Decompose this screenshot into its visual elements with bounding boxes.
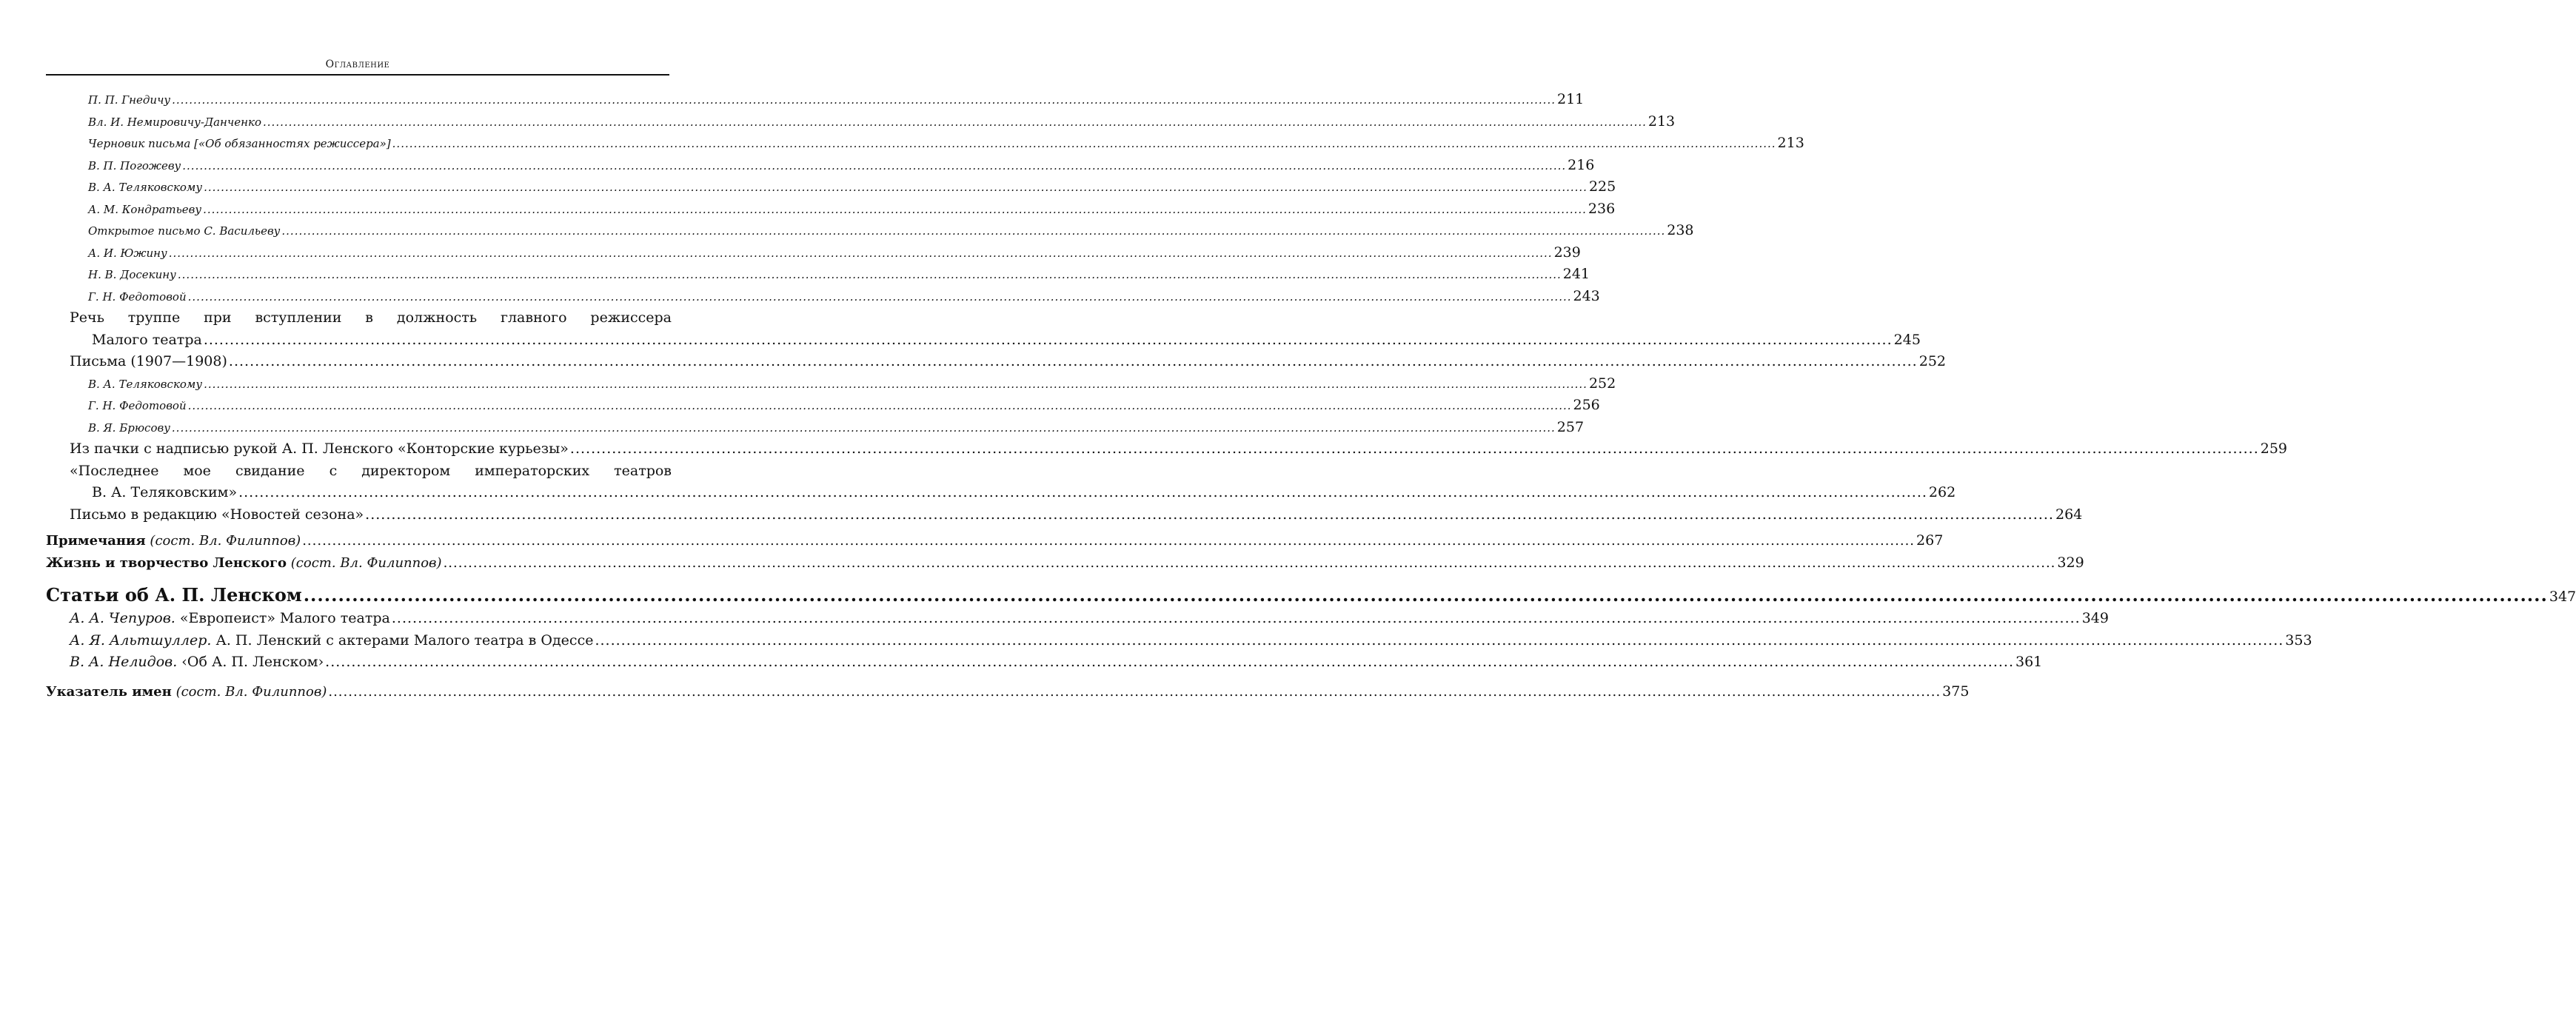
toc-entry-page: 236 bbox=[1588, 200, 1616, 217]
toc-entry-title: Г. Н. Федотовой bbox=[88, 399, 187, 412]
toc-entry-title: Открытое письмо С. Васильеву bbox=[88, 224, 281, 238]
toc-entry[interactable] bbox=[46, 438, 2288, 460]
toc-entry-page: 349 bbox=[2081, 610, 2109, 626]
toc-entry-last-meeting-line1[interactable]: «Последнее мое свидание с директором императорских театров bbox=[70, 462, 672, 479]
toc-entry-title: Письма (1907—1908) bbox=[70, 353, 227, 369]
dot-leader bbox=[188, 395, 1572, 418]
toc-entry-title: Г. Н. Федотовой bbox=[88, 289, 187, 304]
dot-leader bbox=[263, 112, 1647, 134]
toc-entry[interactable] bbox=[46, 133, 1804, 155]
toc-entry[interactable] bbox=[46, 395, 1600, 417]
toc-entry[interactable] bbox=[46, 198, 1616, 221]
toc-entry-page: 225 bbox=[1588, 178, 1616, 195]
dot-leader bbox=[204, 374, 1588, 396]
toc-entry-page: 257 bbox=[1556, 418, 1585, 435]
toc-entry-title: Черновик письма [«Об обязанностях режиссера»] bbox=[88, 137, 391, 150]
toc-entry[interactable] bbox=[46, 264, 1590, 286]
toc-entry-page: 213 bbox=[1777, 135, 1804, 151]
dot-leader bbox=[182, 155, 1566, 178]
toc-entry[interactable] bbox=[46, 220, 1694, 242]
dot-leader bbox=[304, 583, 2548, 608]
toc-entry-title bbox=[46, 552, 442, 574]
toc-entry-italic: (сост. Вл. Филиппов) bbox=[150, 533, 301, 549]
dot-leader bbox=[570, 438, 2259, 460]
toc-entry-page: 256 bbox=[1573, 397, 1600, 413]
table-of-contents bbox=[46, 89, 2576, 703]
toc-entry-title bbox=[46, 681, 327, 703]
dot-leader bbox=[172, 90, 1556, 112]
toc-entry[interactable] bbox=[46, 176, 1616, 198]
toc-entry-life[interactable] bbox=[46, 552, 2084, 574]
dot-leader bbox=[169, 243, 1553, 265]
toc-entry-page: 213 bbox=[1647, 113, 1676, 130]
dot-leader bbox=[203, 199, 1587, 221]
toc-entry-article-title: А. П. Ленский с актерами Малого театра в Одессе bbox=[215, 631, 594, 649]
toc-entry-title: В. А. Теляковскому bbox=[88, 181, 203, 194]
dot-leader bbox=[204, 177, 1588, 199]
running-header bbox=[46, 58, 669, 70]
toc-entry-page: 361 bbox=[2015, 654, 2043, 670]
toc-entry-bold: Примечания bbox=[46, 533, 146, 549]
dot-leader bbox=[188, 287, 1572, 309]
toc-entry[interactable] bbox=[46, 373, 1616, 395]
toc-entry-title: Малого театра bbox=[92, 331, 202, 348]
toc-entry-title bbox=[70, 630, 593, 652]
toc-entry[interactable] bbox=[46, 417, 1585, 439]
toc-entry-title: В. Я. Брюсову bbox=[88, 420, 170, 435]
toc-entry-page: 347 bbox=[2549, 589, 2576, 605]
toc-entry[interactable] bbox=[46, 242, 1581, 264]
toc-entry-page: 329 bbox=[2057, 554, 2084, 571]
toc-entry-title bbox=[70, 651, 324, 674]
toc-entry-title bbox=[70, 608, 390, 630]
toc-entry-page: 252 bbox=[1918, 353, 1946, 369]
toc-entry[interactable] bbox=[46, 286, 1600, 308]
dot-leader bbox=[178, 264, 1562, 287]
toc-entry-page: 375 bbox=[1942, 683, 1970, 700]
toc-entry[interactable] bbox=[46, 89, 1585, 111]
dot-leader bbox=[328, 681, 1941, 703]
toc-entry-article-title: ‹Об А. П. Ленском› bbox=[181, 654, 324, 670]
toc-entry-italic: (сост. Вл. Филиппов) bbox=[290, 554, 442, 571]
dot-leader bbox=[595, 630, 2284, 652]
toc-entry-page: 353 bbox=[2285, 631, 2312, 649]
toc-entry-article-title: «Европеист» Малого театра bbox=[179, 610, 390, 626]
dot-leader bbox=[444, 552, 2056, 574]
toc-entry-page: 252 bbox=[1588, 375, 1616, 392]
dot-leader bbox=[204, 329, 1893, 352]
toc-entry[interactable] bbox=[46, 155, 1595, 177]
toc-entry[interactable] bbox=[46, 482, 1956, 504]
toc-entry-author: А. А. Чепуров. bbox=[70, 610, 175, 626]
toc-entry-author: В. А. Нелидов. bbox=[70, 654, 178, 670]
toc-entry-page: 239 bbox=[1553, 244, 1581, 261]
toc-entry-page: 245 bbox=[1893, 331, 1921, 348]
toc-entry-title: Вл. И. Немировичу-Данченко bbox=[88, 115, 262, 129]
toc-entry-page: 264 bbox=[2055, 506, 2083, 523]
dot-leader bbox=[238, 482, 1927, 504]
toc-entry-speech-line1[interactable]: Речь труппе при вступлении в должность главного режиссера bbox=[70, 309, 672, 326]
toc-entry[interactable] bbox=[46, 111, 1676, 133]
dot-leader bbox=[392, 608, 2081, 630]
toc-entry-author: А. Я. Альтшуллер. bbox=[70, 631, 212, 649]
dot-leader bbox=[325, 651, 2014, 674]
toc-entry-title bbox=[46, 530, 301, 552]
toc-entry-title: Из пачки с надписью рукой А. П. Ленского «Конторские курьезы» bbox=[70, 440, 569, 457]
toc-entry-page: 267 bbox=[1916, 532, 1944, 549]
dot-leader bbox=[302, 530, 1915, 552]
toc-entry-title: В. А. Теляковскому bbox=[88, 377, 203, 391]
toc-entry[interactable] bbox=[46, 608, 2109, 630]
toc-entry-title: А. М. Кондратьеву bbox=[88, 202, 202, 216]
toc-entry-page: 243 bbox=[1573, 287, 1600, 304]
toc-entry-page: 259 bbox=[2260, 440, 2288, 457]
toc-entry[interactable] bbox=[46, 351, 1946, 373]
toc-entry-title: В. П. Погожеву bbox=[88, 158, 181, 172]
dot-leader bbox=[281, 221, 1665, 243]
toc-entry-page: 211 bbox=[1556, 91, 1585, 107]
toc-entry-title: Письмо в редакцию «Новостей сезона» bbox=[70, 506, 364, 523]
toc-section-title: Статьи об А. П. Ленском bbox=[46, 584, 302, 606]
toc-entry-page: 216 bbox=[1568, 156, 1595, 173]
dot-leader bbox=[392, 133, 1776, 155]
toc-entry[interactable] bbox=[46, 504, 2083, 526]
dot-leader bbox=[365, 504, 2054, 526]
toc-entry-page: 241 bbox=[1562, 266, 1590, 282]
dot-leader bbox=[172, 418, 1556, 440]
header-title: Оглавление bbox=[325, 58, 390, 70]
toc-entry-index[interactable] bbox=[46, 681, 1970, 703]
toc-entry-title: Н. В. Досекину bbox=[88, 268, 176, 281]
toc-entry-page: 262 bbox=[1928, 484, 1956, 500]
toc-entry[interactable] bbox=[46, 630, 2312, 652]
toc-entry-title: А. И. Южину bbox=[88, 246, 167, 260]
toc-section-articles[interactable] bbox=[46, 583, 2576, 608]
toc-entry[interactable] bbox=[46, 329, 1921, 352]
toc-entry[interactable] bbox=[46, 651, 2043, 674]
toc-entry-title: В. А. Теляковским» bbox=[92, 484, 238, 500]
dot-leader bbox=[229, 351, 1918, 373]
toc-entry-title: П. П. Гнедичу bbox=[88, 93, 171, 107]
toc-entry-page: 238 bbox=[1667, 222, 1694, 238]
toc-entry-bold: Жизнь и творчество Ленского bbox=[46, 554, 287, 571]
toc-entry-bold: Указатель имен bbox=[46, 683, 172, 700]
header-rule bbox=[46, 74, 669, 76]
toc-entry-italic: (сост. Вл. Филиппов) bbox=[175, 683, 327, 700]
toc-entry-notes[interactable] bbox=[46, 530, 1944, 552]
